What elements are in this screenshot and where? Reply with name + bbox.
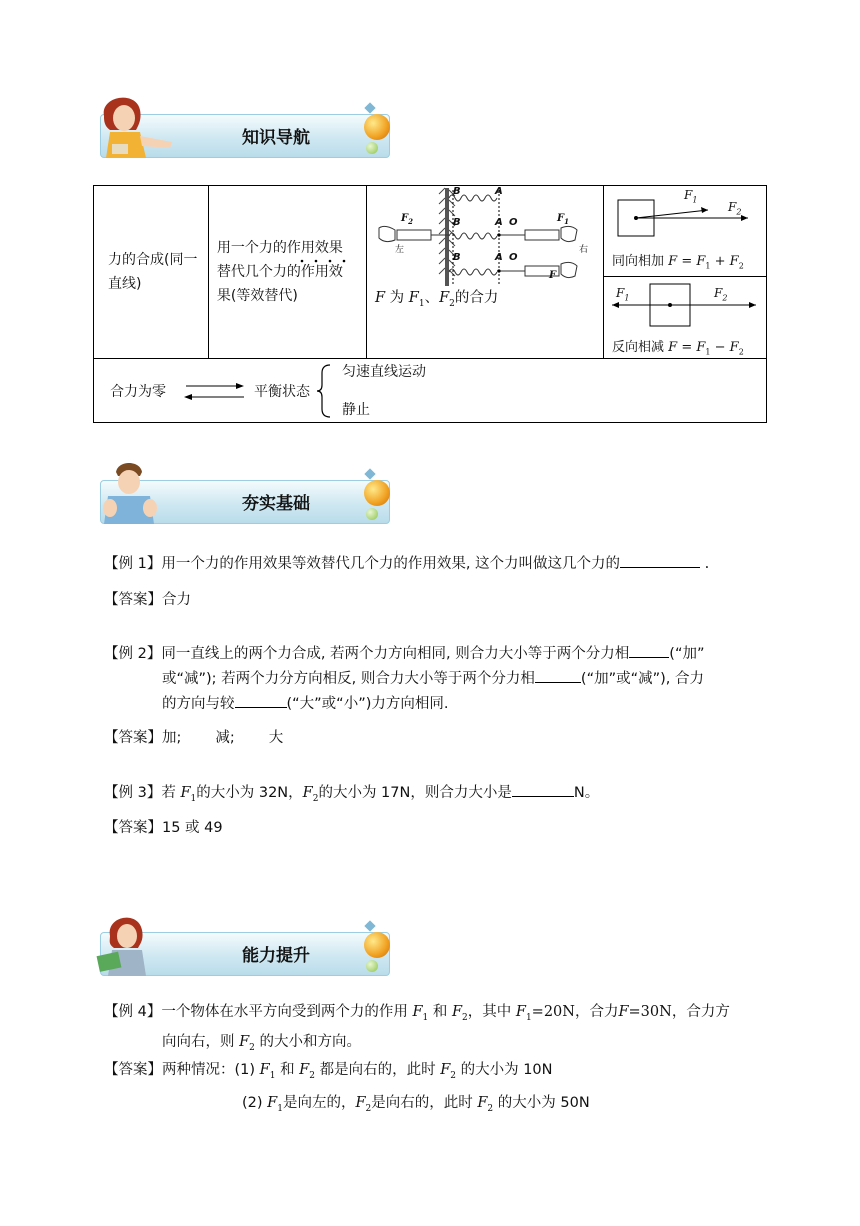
balance-state-label: 平衡状态 [254,384,310,400]
label-F2: $F_2$ [400,213,413,226]
same-F2-label: $F_2$ [727,200,742,217]
label-F: F [548,270,557,281]
label-O: O [508,217,518,228]
section-banner-knowledge [96,96,396,158]
answer-blank [535,666,581,683]
ornament-small-icon [366,508,378,520]
girl-mascot-icon [96,96,176,158]
answer-blank [512,780,574,797]
brace-icon [316,363,334,419]
section-banner-basics [96,462,396,524]
uniform-motion-label: 匀速直线运动 [342,364,426,380]
label-right: 右 [578,245,588,255]
example-2: 【例 2】同一直线上的两个力合成, 若两个力方向相同, 则合力大小等于两个分力相 (“加” 或“减”); 若两个力分方向相反, 则合力大小等于两个分力相 (“加”或“减”), 合力 的方向与较 (“大”或“小”)力方向相同. [104,641,764,716]
label-A-3: A [494,252,503,263]
ornament-small-icon [366,960,378,972]
banner-title: 能力提升 [242,946,310,966]
boy-mascot-icon [96,462,176,524]
definition-line-3: 果(等效替代) [216,288,298,304]
answer-4: 【答案】两种情况：(1) $F_1$ 和 $F_2$ 都是向右的，此时 $F_2$ 的大小为 10N [104,1062,553,1081]
label-O-2: O [508,252,518,263]
zero-force-label: 合力为零 [110,384,166,400]
definition-line-1: 用一个力的作用效果 [217,236,366,260]
opposite-direction-formula: 反向相减 $F = F_1 - F_2$ [611,340,744,357]
example-3: 【例 3】若 $F_1$的大小为 32N，$F_2$的大小为 17N，则合力大小是 N。 [104,780,599,811]
example-4: 【例 4】一个物体在水平方向受到两个力的作用 $F_1$ 和 $F_2$，其中 $F_1=20N$，合力F=30N，合力方 向向右，则 $F_2$ 的大小和方向。 [104,1004,730,1053]
ornament-small-icon [366,142,378,154]
snowflake-icon [364,920,375,931]
table-cell-rules [603,186,766,359]
opp-F2-label: $F_2$ [713,286,728,303]
answer-blank [620,551,700,568]
ornament-icon [364,480,390,506]
table-cell-topic [94,186,209,359]
figure-caption: F 为 $F_1$、$F_2$的合力 [374,290,499,309]
equivalence-arrows [182,381,248,403]
table-cell-figure [366,186,603,359]
answer-blank [235,691,287,708]
topic-label: 力的合成(同一直线) [108,252,198,292]
answer-blank [629,641,669,658]
knowledge-table [93,185,767,423]
ornament-icon [364,932,390,958]
label-F1: $F_1$ [556,213,569,226]
example-1: 【例 1】用一个力的作用效果等效替代几个力的作用效果, 这个力叫做这几个力的 . [104,551,709,576]
label-B-3: B [452,252,461,263]
table-cell-definition [208,186,366,359]
answer-2: 【答案】加; 减; 大 [104,730,284,746]
snowflake-icon [364,468,375,479]
same-direction-formula: 同向相加 $F = F_1 + F_2$ [611,254,744,271]
label-B: B [452,186,461,197]
girl-with-book-icon [96,914,176,976]
definition-line-2: 替代几个力的作用效 [216,264,343,280]
ornament-icon [364,114,390,140]
same-F1-label: $F_1$ [683,188,698,205]
answer-4-case-2: (2) $F_1$是向左的，$F_2$是向右的，此时 $F_2$ 的大小为 50N [242,1095,590,1114]
section-banner-advanced [96,914,396,976]
label-B-2: B [452,217,461,228]
table-cell-balance [94,359,767,423]
label-left: 左 [394,245,404,255]
label-A: A [494,186,503,197]
answer-1: 【答案】合力 [104,592,191,608]
banner-title: 夯实基础 [242,494,310,514]
snowflake-icon [364,102,375,113]
emphasis-dots [295,258,375,264]
answer-3: 【答案】15 或 49 [104,820,223,836]
opp-F1-label: $F_1$ [615,286,630,303]
at-rest-label: 静止 [342,402,370,418]
banner-title: 知识导航 [242,128,310,148]
label-A-2: A [494,217,503,228]
